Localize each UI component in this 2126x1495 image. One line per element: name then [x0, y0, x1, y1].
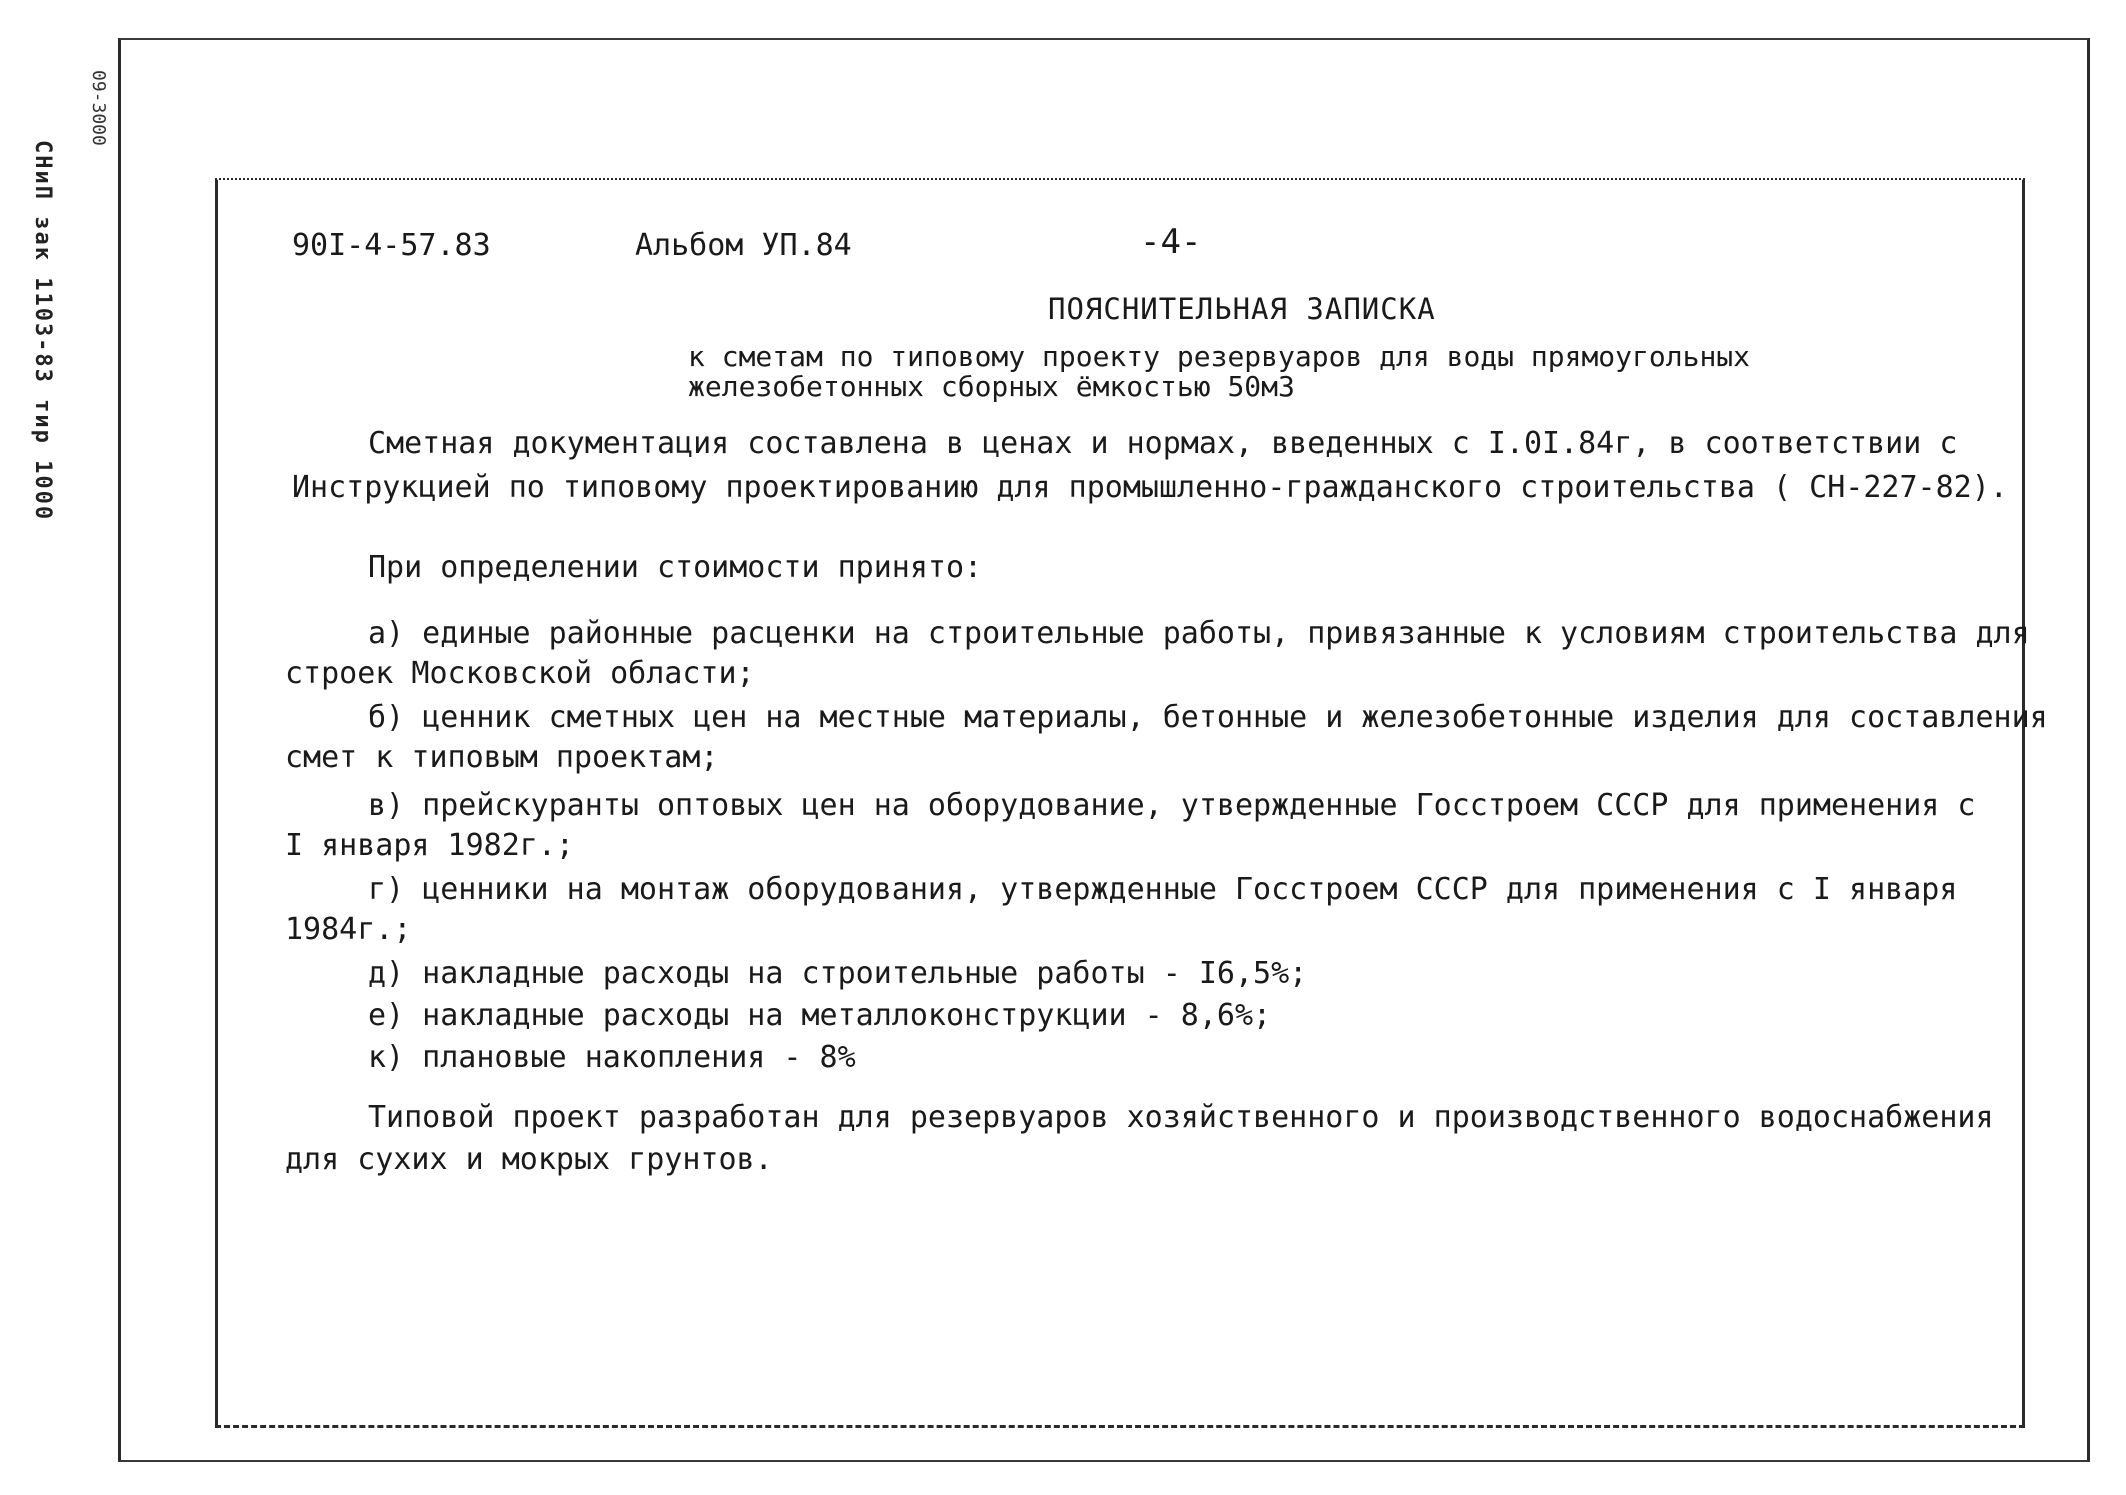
- project-code: 90I-4-57.83: [292, 228, 491, 263]
- item-e: е) накладные расходы на металлоконструкции - 8,6%;: [368, 998, 1272, 1033]
- item-b-line-1: б) ценник сметных цен на местные материалы, бетонные и железобетонные изделия для составления: [368, 700, 2048, 735]
- document-title: ПОЯСНИТЕЛЬНАЯ ЗАПИСКА: [1048, 292, 1436, 326]
- criteria-heading: При определении стоимости принято:: [368, 550, 983, 585]
- item-d: д) накладные расходы на строительные работы - I6,5%;: [368, 956, 1308, 991]
- album-number: Альбом УП.84: [635, 228, 852, 263]
- item-b-line-2: смет к типовым проектам;: [285, 740, 719, 775]
- closing-line-2: для сухих и мокрых грунтов.: [285, 1142, 773, 1177]
- item-v-line-2: I января 1982г.;: [285, 828, 574, 863]
- intro-line-2: Инструкцией по типовому проектированию для промышленно-гражданского строительства ( СН-227-82).: [292, 470, 2008, 505]
- item-g-line-1: г) ценники на монтаж оборудования, утвержденные Госстроем СССР для применения с I января: [368, 872, 1958, 907]
- intro-line-1: Сметная документация составлена в ценах и нормах, введенных с I.0I.84г, в соответствии с: [368, 426, 1958, 461]
- item-a-line-2: строек Московской области;: [285, 656, 755, 691]
- document-subtitle: к сметам по типовому проекту резервуаров для воды прямоугольных железобетонных сборных ёмкостью 50м3: [688, 340, 1751, 403]
- archive-stamp: СНиП зак 1103-83 тир 1000: [30, 140, 55, 522]
- item-a-line-1: а) единые районные расценки на строительные работы, привязанные к условиям строительства для: [368, 616, 2030, 651]
- item-k: к) плановые накопления - 8%: [368, 1040, 856, 1075]
- item-v-line-1: в) прейскуранты оптовых цен на оборудование, утвержденные Госстроем СССР для применения с: [368, 788, 1976, 823]
- corner-code: 09-3000: [88, 70, 109, 146]
- closing-line-1: Типовой проект разработан для резервуаров хозяйственного и производственного водоснабжения: [368, 1100, 1994, 1135]
- item-g-line-2: 1984г.;: [285, 912, 412, 947]
- page-number: -4-: [1140, 222, 1202, 262]
